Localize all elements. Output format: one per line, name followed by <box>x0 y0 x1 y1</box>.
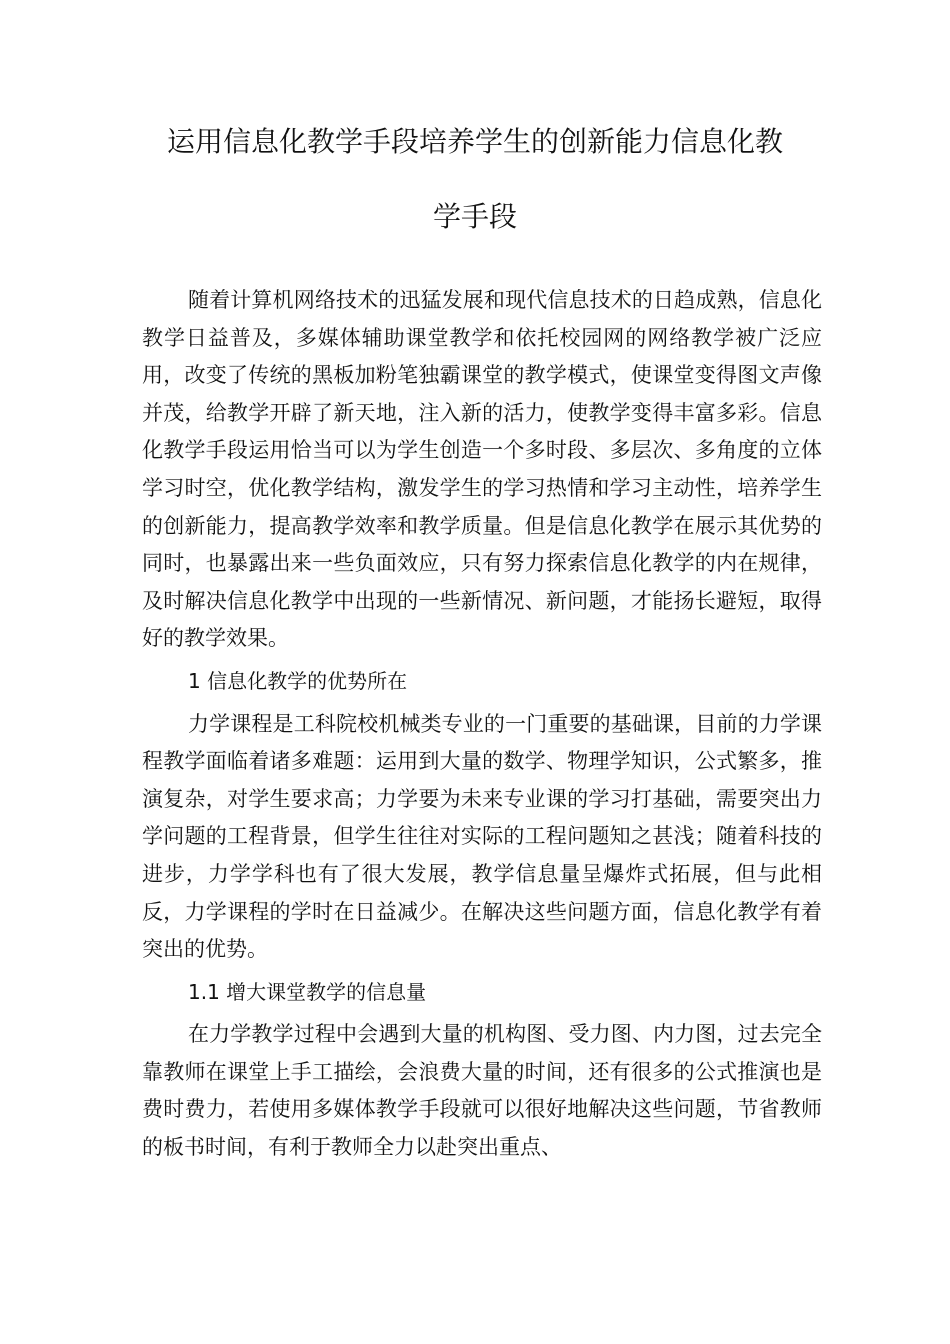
section-heading-1-1: 1.1 增大课堂教学的信息量 <box>188 979 427 1004</box>
document-body <box>142 282 822 1167</box>
paragraph-section-1: 力学课程是工科院校机械类专业的一门重要的基础课，目前的力学课程教学面临着诸多难题：运用到大量的数学、物理学知识，公式繁多，推演复杂，对学生要求高；力学要为未来专业课的学习打基础，需要突出力学问题的工程背景，但学生往往对实际的工程问题知之甚浅；随着科技的进步，力学学科也有了很大发展，教学信息量呈爆炸式拓展，但与此相反，力学课程的学时在日益减少。在解决这些问题方面，信息化教学有着突出的优势。 <box>142 711 822 962</box>
document-title-line-2: 学手段 <box>432 200 517 233</box>
section-heading-1: 1 信息化教学的优势所在 <box>188 668 408 693</box>
paragraph-section-1-1: 在力学教学过程中会遇到大量的机构图、受力图、内力图，过去完全靠教师在课堂上手工描绘，会浪费大量的时间，还有很多的公式推演也是费时费力，若使用多媒体教学手段就可以很好地解决这些问题，节省教师的板书时间，有利于教师全力以赴突出重点、 <box>142 1022 822 1160</box>
paragraph-intro: 随着计算机网络技术的迅猛发展和现代信息技术的日趋成熟，信息化教学日益普及，多媒体辅助课堂教学和依托校园网的网络教学被广泛应用，改变了传统的黑板加粉笔独霸课堂的教学模式，使课堂变得图文声像并茂，给教学开辟了新天地，注入新的活力，使教学变得丰富多彩。信息化教学手段运用恰当可以为学生创造一个多时段、多层次、多角度的立体学习时空，优化教学结构，激发学生的学习热情和学习主动性，培养学生的创新能力，提高教学效率和教学质量。但是信息化教学在展示其优势的同时，也暴露出来一些负面效应，只有努力探索信息化教学的内在规律，及时解决信息化教学中出现的一些新情况、新问题，才能扬长避短，取得好的教学效果。 <box>142 288 822 651</box>
document-title-line-1: 运用信息化教学手段培养学生的创新能力信息化教 <box>166 125 783 158</box>
